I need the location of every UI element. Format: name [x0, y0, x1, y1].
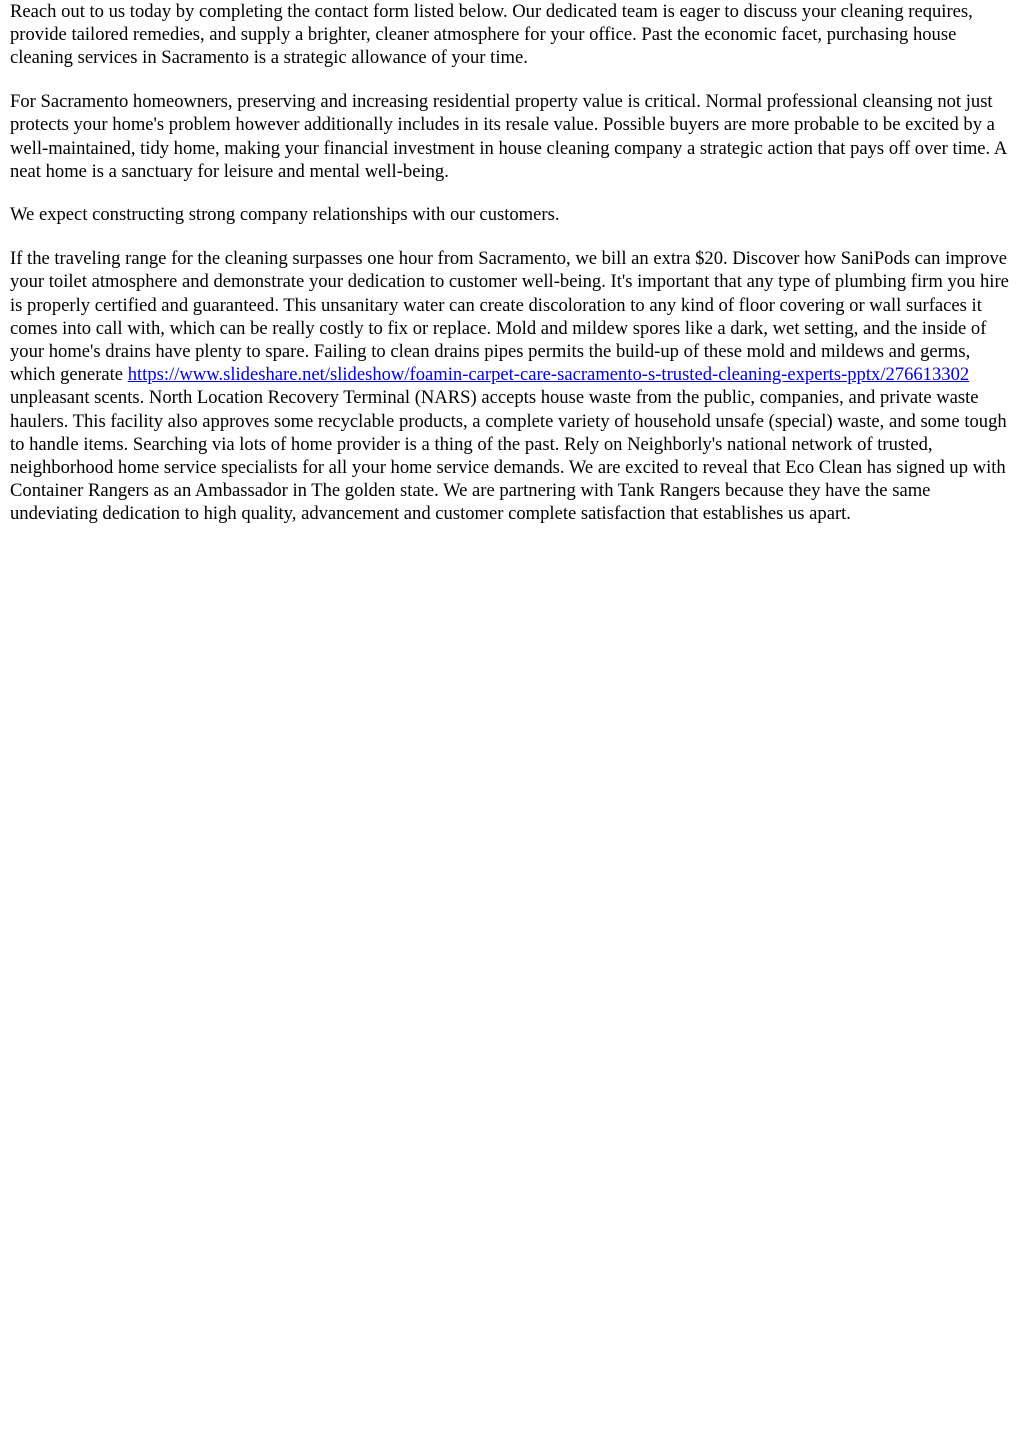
slideshare-link[interactable]: https://www.slideshare.net/slideshow/foamin-carpet-care-sacramento-s-trusted-cleaning-experts-pptx/276613302 — [127, 364, 970, 386]
paragraph-services-text-before: If the traveling range for the cleaning surpasses one hour from Sacramento, we bill an extra $20. Discover how SaniPods can improve your toilet atmosphere and demonstrate your dedication to customer well-being. It's important that any type of plumbing firm you hire is properly certified and guaranteed. This unsanitary water can create discoloration to any kind of floor covering or wall surfaces it comes into call with, which can be really costly to fix or replace. Mold and mildew spores like a dark, wet setting, and the inside of your home's drains have plenty to spare. Failing to clean drains pipes permits the build-up of these mold and mildews and germs, which generate — [10, 248, 1009, 386]
paragraph-property-value: For Sacramento homeowners, preserving and increasing residential property value is critical. Normal professional cleansing not just protects your home's problem however additionally includes in its resale value. Possible buyers are more probable to be excited by a well-maintained, tidy home, making your financial investment in house cleaning company a strategic action that pays off over time. A neat home is a sanctuary for leisure and mental well-being. — [10, 91, 1007, 182]
paragraph-relationships: We expect constructing strong company relationships with our customers. — [10, 204, 560, 226]
paragraph-contact: Reach out to us today by completing the contact form listed below. Our dedicated team is eager to discuss your cleaning requires, provide tailored remedies, and supply a brighter, cleaner atmosphere for your office. Past the economic facet, purchasing house cleaning services in Sacramento is a strategic allowance of your time. — [10, 1, 973, 69]
paragraph-services-text-after: unpleasant scents. North Location Recovery Terminal (NARS) accepts house waste from the public, companies, and private waste haulers. This facility also approves some recyclable products, a complete variety of household unsafe (special) waste, and some tough to handle items. Searching via lots of home provider is a thing of the past. Rely on Neighborly's national network of trusted, neighborhood home service specialists for all your home service demands. We are excited to reveal that Eco Clean has signed up with Container Rangers as an Ambassador in The golden state. We are partnering with Tank Rangers because they have the same undeviating dedication to high quality, advancement and customer complete satisfaction that establishes us apart. — [10, 387, 1007, 525]
paragraph-services — [10, 247, 1014, 525]
document-body — [0, 0, 1024, 526]
